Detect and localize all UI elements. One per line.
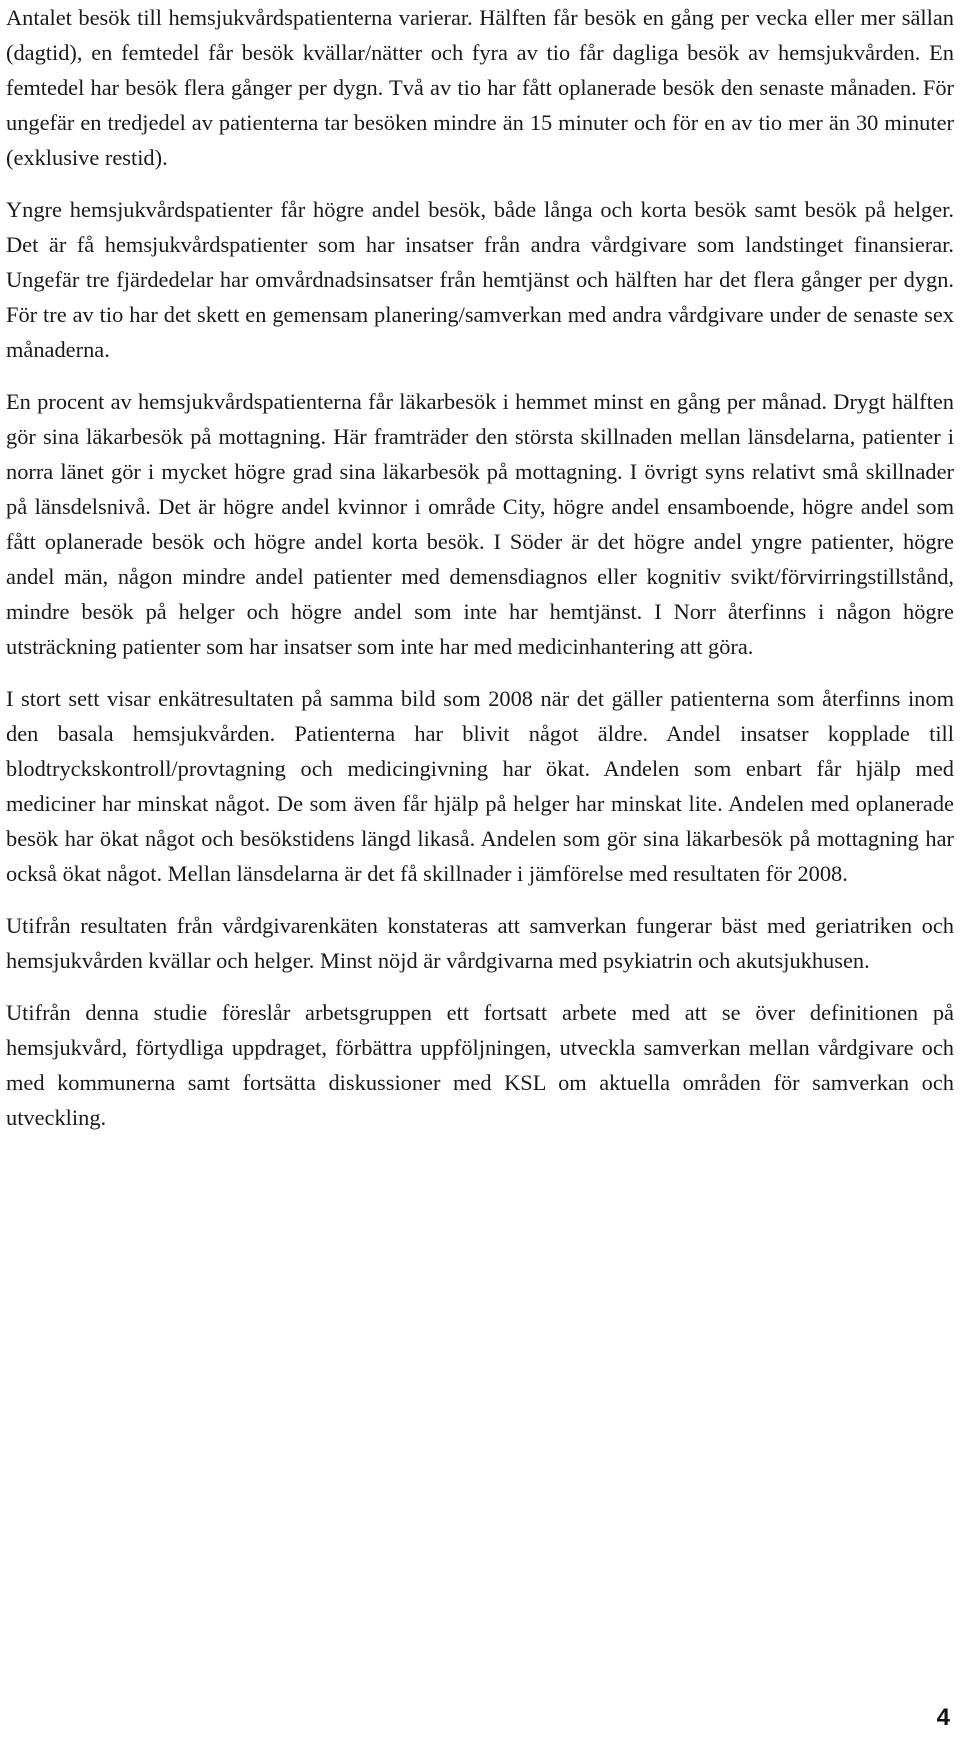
body-text (6, 0, 954, 1152)
paragraph-proposal: Utifrån denna studie föreslår arbetsgruppen ett fortsatt arbete med att se över definitionen på hemsjukvård, förtydliga uppdraget, förbättra uppföljningen, utveckla samverkan mellan vårdgivare och med kommunerna samt fortsätta diskussioner med KSL om aktuella områden för samverkan och utveckling. (6, 1000, 954, 1130)
page-number: 4 (936, 1704, 950, 1731)
paragraph-provider-survey: Utifrån resultaten från vårdgivarenkäten konstateras att samverkan fungerar bäst med geriatriken och hemsjukvården kvällar och helger. Minst nöjd är vårdgivarna med psykiatrin och akutsjukhusen. (6, 913, 954, 973)
paragraph-younger-patients: Yngre hemsjukvårdspatienter får högre andel besök, både långa och korta besök samt besök på helger. Det är få hemsjukvårdspatienter som har insatser från andra vårdgivare som landstinget finansierar. Ungefär tre fjärdedelar har omvårdnadsinsatser från hemtjänst och hälften har det flera gånger per dygn. För tre av tio har det skett en gemensam planering/samverkan med andra vårdgivare under de senaste sex månaderna. (6, 197, 954, 362)
paragraph-comparison-2008: I stort sett visar enkätresultaten på samma bild som 2008 när det gäller patienterna som återfinns inom den basala hemsjukvården. Patienterna har blivit något äldre. Andel insatser kopplade till blodtryckskontroll/provtagning och medicingivning har ökat. Andelen som enbart får hjälp med mediciner har minskat något. De som även får hjälp på helger har minskat lite. Andelen med oplanerade besök har ökat något och besökstidens längd likaså. Andelen som gör sina läkarbesök på mottagning har också ökat något. Mellan länsdelarna är det få skillnader i jämförelse med resultaten för 2008. (6, 686, 954, 886)
paragraph-doctor-visits: En procent av hemsjukvårdspatienterna får läkarbesök i hemmet minst en gång per månad. Drygt hälften gör sina läkarbesök på mottagning. Här framträder den största skillnaden mellan länsdelarna, patienter i norra länet gör i mycket högre grad sina läkarbesök på mottagning. I övrigt syns relativt små skillnader på länsdelsnivå. Det är högre andel kvinnor i område City, högre andel ensamboende, högre andel som fått oplanerade besök och högre andel korta besök. I Söder är det högre andel yngre patienter, högre andel män, någon mindre andel patienter med demensdiagnos eller kognitiv svikt/förvirringstillstånd, mindre besök på helger och högre andel som inte har hemtjänst. I Norr återfinns i någon högre utsträckning patienter som har insatser som inte har med medicinhantering att göra. (6, 389, 954, 659)
paragraph-visit-frequency: Antalet besök till hemsjukvårdspatienterna varierar. Hälften får besök en gång per vecka eller mer sällan (dagtid), en femtedel får besök kvällar/nätter och fyra av tio får dagliga besök av hemsjukvården. En femtedel har besök flera gånger per dygn. Två av tio har fått oplanerade besök den senaste månaden. För ungefär en tredjedel av patienterna tar besöken mindre än 15 minuter och för en av tio mer än 30 minuter (exklusive restid). (6, 5, 954, 170)
